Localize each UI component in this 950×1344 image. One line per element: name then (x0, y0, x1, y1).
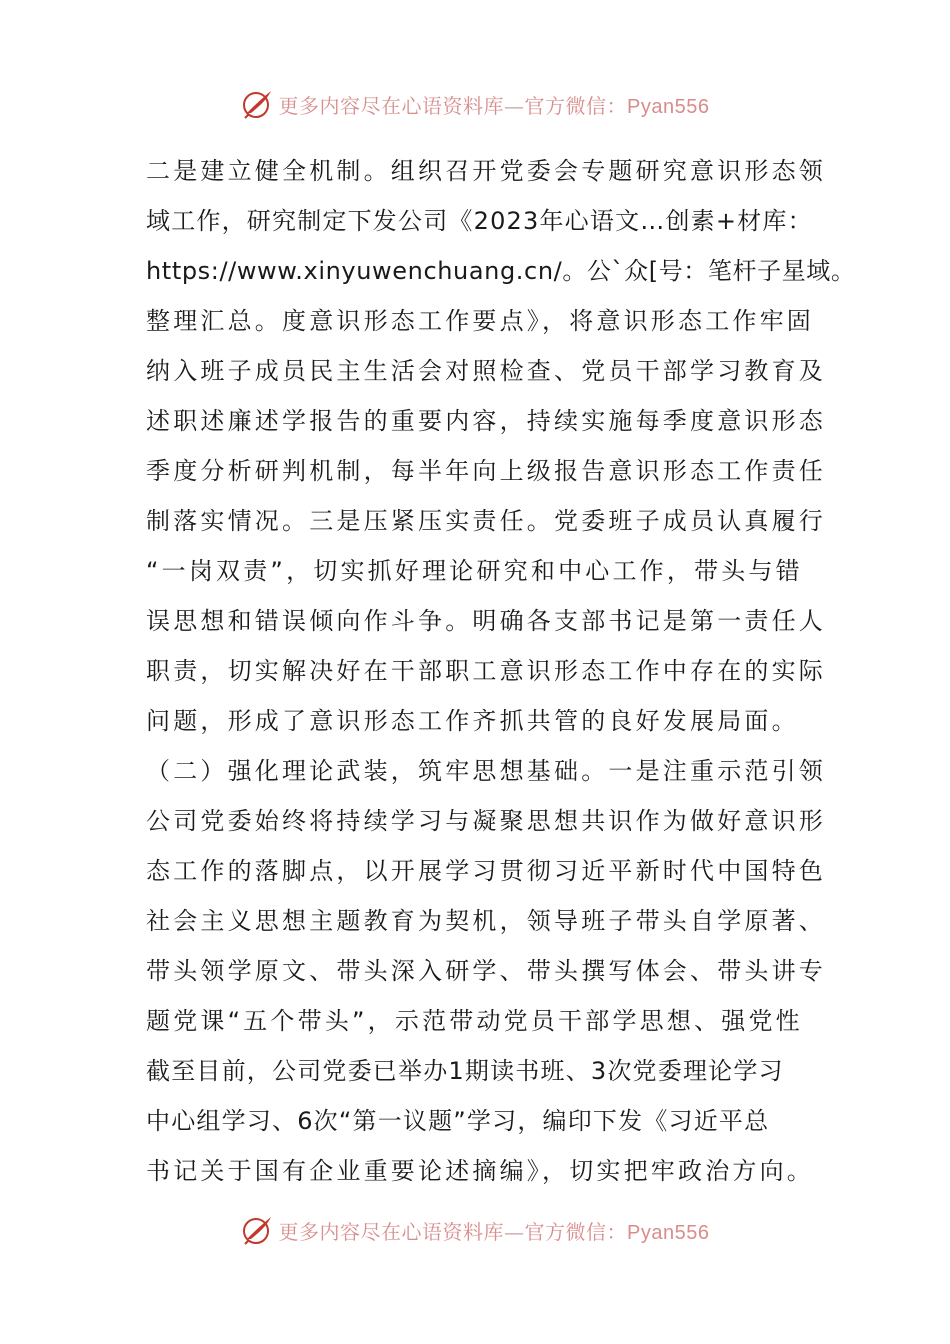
wechat-handle: Pyan556 (627, 95, 710, 118)
text-line: 职责，切实解决好在干部职工意识形态工作中存在的实际 (146, 657, 826, 685)
text-line: 书记关于国有企业重要论述摘编》，切实把牢政治方向。 (146, 1157, 814, 1185)
text-line: 公司党委始终将持续学习与凝聚思想共识作为做好意识形 (146, 807, 826, 835)
text-line: 中心组学习、6次“第一议题”学习，编印下发《习近平总 (146, 1107, 770, 1135)
text-line: 纳入班子成员民主生活会对照检查、党员干部学习教育及 (146, 357, 826, 385)
text-line: 域工作，研究制定下发公司《2023年心语文…创素+材库： (146, 207, 813, 235)
text-line: 题党课“五个带头”，示范带动党员干部学思想、强党性 (146, 1007, 803, 1035)
document-body (146, 146, 856, 1196)
text-line: 误思想和错误倾向作斗争。明确各支部书记是第一责任人 (146, 607, 826, 635)
banner-text: 更多内容尽在心语资料库—官方微信：Pyan556 (278, 1219, 710, 1244)
text-line: 问题，形成了意识形态工作齐抓共管的良好发展局面。 (146, 707, 799, 735)
text-line: 二是建立健全机制。组织召开党委会专题研究意识形态领 (146, 157, 826, 185)
text-line: 制落实情况。三是压紧压实责任。党委班子成员认真履行 (146, 507, 826, 535)
text-line: 截至目前，公司党委已举办1期读书班、3次党委理论学习 (146, 1057, 784, 1085)
text-line: 社会主义思想主题教育为契机，领导班子带头自学原著、 (146, 907, 826, 935)
quill-logo-icon (241, 1213, 275, 1247)
footer-banner (0, 1210, 950, 1250)
wechat-handle: Pyan556 (627, 1221, 710, 1244)
text-line: “一岗双责”，切实抓好理论研究和中心工作，带头与错 (146, 557, 803, 585)
text-line: 态工作的落脚点，以开展学习贯彻习近平新时代中国特色 (146, 857, 826, 885)
text-line: 整理汇总。度意识形态工作要点》，将意识形态工作牢固 (146, 307, 814, 335)
text-line: https://www.xinyuwenchuang.cn/。公`众[号：笔杆子星域。 (146, 257, 856, 285)
banner-text: 更多内容尽在心语资料库—官方微信：Pyan556 (278, 93, 710, 118)
text-line: 述职述廉述学报告的重要内容，持续实施每季度意识形态 (146, 407, 826, 435)
text-line: 季度分析研判机制，每半年向上级报告意识形态工作责任 (146, 457, 826, 485)
text-line: （二）强化理论武装，筑牢思想基础。一是注重示范引领 (146, 757, 826, 785)
text-line: 带头领学原文、带头深入研学、带头撰写体会、带头讲专 (146, 957, 826, 985)
quill-logo-icon (241, 87, 275, 121)
header-banner (0, 84, 950, 124)
